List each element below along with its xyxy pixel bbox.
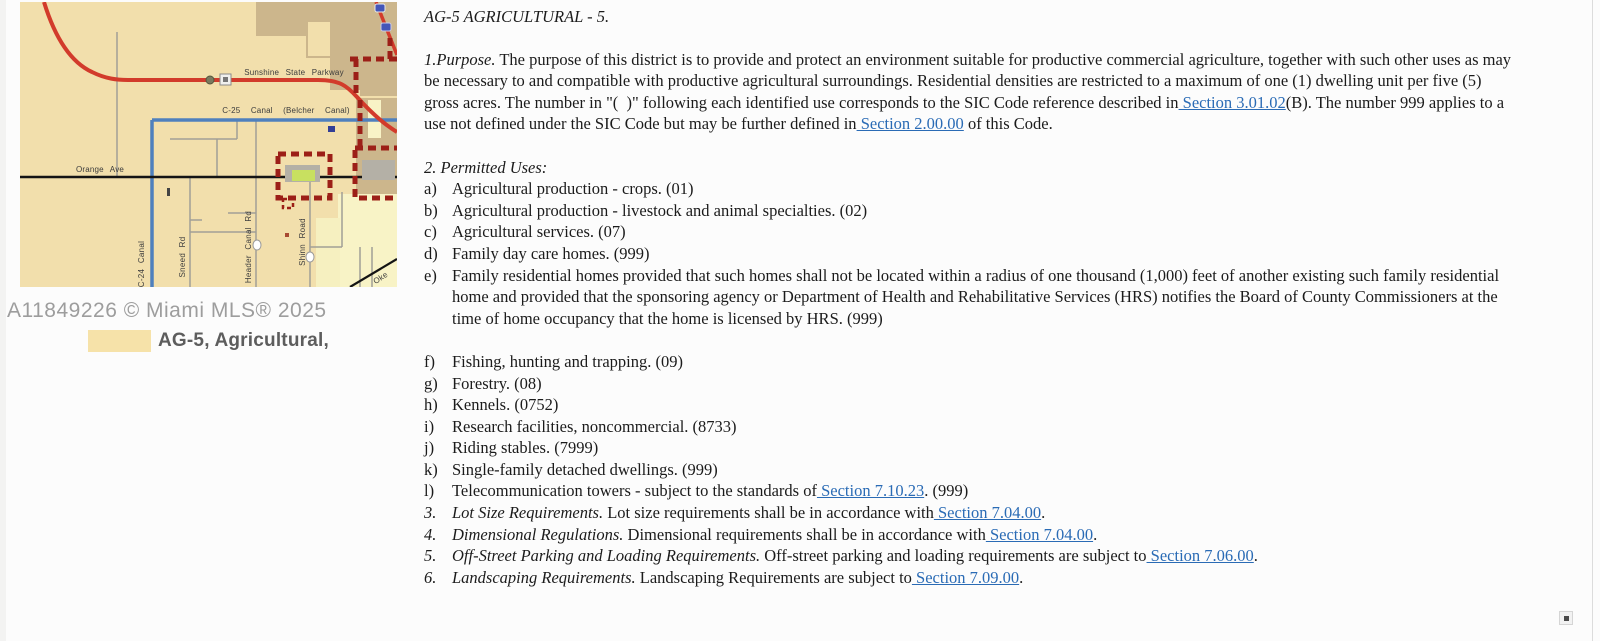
zoning-map: [20, 2, 397, 287]
text-segment: Agricultural production - livestock and animal specialties. (02): [452, 200, 868, 220]
list-item: [424, 545, 1514, 567]
section-link[interactable]: Section 7.09.00: [911, 567, 1020, 587]
text-segment: Agricultural production - crops. (01): [452, 179, 694, 199]
item-marker: e): [424, 265, 437, 285]
zoning-document: [424, 6, 1514, 588]
section-link[interactable]: Section 7.10.23: [816, 481, 925, 501]
text-segment: Telecommunication towers - subject to the standards of: [452, 481, 817, 501]
road-marker-icon: [306, 252, 314, 262]
map-label-c24: C-24 Canal: [137, 240, 146, 287]
section-link[interactable]: Section 3.01.02: [1178, 92, 1286, 112]
paragraph: [424, 157, 1514, 179]
text-segment: of this Code.: [963, 114, 1053, 134]
map-label-sunshine: Sunshine State Parkway: [244, 68, 344, 77]
item-marker: k): [424, 459, 438, 479]
list-item: [424, 394, 1514, 416]
list-item: [424, 480, 1514, 502]
interstate-shield-icon: [381, 23, 391, 31]
map-pale-zone: [338, 194, 397, 287]
list-item: [424, 459, 1514, 481]
text-segment: .: [1019, 567, 1024, 587]
list-item: [424, 243, 1514, 265]
text-segment: The purpose of this district is to provide and protect an environment suitable for productive commercial agriculture, together with such other uses as may be necessary to and compatible with productive agricultural surroundings. Residential densities are restricted to a maximum of one (1) dwelling unit per five (5) gross acres. The number in "( )" following each identified use corresponds to the SIC Code reference described in: [424, 49, 1512, 112]
text-segment: Off-street parking and loading requirements are subject to: [760, 546, 1147, 566]
map-label-c25: C-25 Canal (Belcher Canal): [222, 106, 350, 115]
text-segment: . (999): [924, 481, 969, 501]
map-label-header: Header Canal Rd: [244, 210, 253, 284]
section-link[interactable]: Section 7.06.00: [1146, 546, 1254, 566]
document-title: AG-5 AGRICULTURAL - 5.: [424, 7, 610, 26]
text-segment: Fishing, hunting and trapping. (09): [452, 351, 683, 371]
section-link[interactable]: Section 7.04.00: [985, 524, 1094, 544]
artifact-dot-icon: [1559, 611, 1573, 625]
item-marker: i): [424, 416, 435, 436]
page-right-border: [1592, 0, 1593, 641]
list-item: [424, 524, 1514, 546]
list-item: [424, 178, 1514, 200]
text-segment: (B). The number 999 applies to a use not defined under the SIC Code but may be further defined in: [424, 92, 1505, 134]
item-marker: j): [424, 438, 435, 458]
interstate-shield-icon: [375, 4, 385, 12]
item-marker: 6.: [424, 567, 437, 587]
section-link[interactable]: Section 7.04.00: [933, 503, 1042, 523]
item-marker: 5.: [424, 546, 437, 566]
toll-marker-icon: [206, 76, 214, 84]
item-marker: 3.: [424, 503, 437, 523]
list-item: [424, 502, 1514, 524]
text-segment: Riding stables. (7999): [452, 438, 599, 458]
list-item: [424, 373, 1514, 395]
text-segment: Family day care homes. (999): [452, 243, 650, 263]
text-segment: Single-family detached dwellings. (999): [452, 459, 718, 479]
map-blue-marker: [328, 126, 335, 132]
item-marker: a): [424, 179, 437, 199]
text-segment: Landscaping Requirements are subject to: [635, 567, 912, 587]
document-body: [424, 49, 1514, 589]
text-segment: Agricultural services. (07): [452, 222, 626, 242]
text-segment: .: [1041, 503, 1046, 523]
text-segment: Kennels. (0752): [452, 395, 559, 415]
mls-attribution: A11849226 © Miami MLS® 2025: [7, 299, 327, 322]
item-marker: l): [424, 481, 435, 501]
text-segment: Lot Size Requirements.: [452, 503, 604, 523]
text-segment: Dimensional requirements shall be in accordance with: [623, 524, 986, 544]
item-marker: 4.: [424, 524, 437, 544]
text-segment: Family residential homes provided that such homes shall not be located within a radius of one thousand (1,000) feet of another existing such family residential home and provided that the sponsoring agency or Department of Health and Rehabilitative Services (HRS) notifies the Board of County Commissioners at the time of home occupancy that the home is licensed by HRS. (999): [452, 265, 1500, 328]
item-marker: c): [424, 222, 437, 242]
list-item: [424, 265, 1514, 330]
item-marker: h): [424, 395, 438, 415]
left-margin-strip: [0, 0, 6, 641]
item-marker: f): [424, 351, 435, 371]
map-label-shinn: Shinn Road: [298, 218, 307, 266]
map-legend: [88, 330, 329, 352]
item-marker: d): [424, 243, 438, 263]
text-segment: Dimensional Regulations.: [452, 524, 624, 544]
map-label-okee: Oke: [371, 269, 390, 286]
text-segment: 2. Permitted Uses:: [424, 157, 548, 177]
item-marker: b): [424, 200, 438, 220]
list-item: [424, 221, 1514, 243]
section-link[interactable]: Section 2.00.00: [856, 114, 964, 134]
map-label-sneed: Sneed Rd: [178, 236, 187, 278]
map-label-orange: Orange Ave: [75, 165, 125, 174]
item-marker: g): [424, 373, 438, 393]
legend-color-swatch: [88, 330, 151, 352]
list-item: [424, 200, 1514, 222]
list-item: [424, 351, 1514, 373]
list-item: [424, 567, 1514, 589]
text-segment: .: [1093, 524, 1098, 544]
text-segment: Lot size requirements shall be in accordance with: [603, 503, 934, 523]
road-marker-icon: [253, 240, 261, 250]
paragraph: [424, 49, 1514, 135]
legend-label: AG-5, Agricultural,: [158, 330, 329, 351]
text-segment: .: [1253, 546, 1258, 566]
text-segment: 1.Purpose.: [424, 49, 496, 69]
text-segment: Research facilities, noncommercial. (8733): [452, 416, 737, 436]
text-segment: Off-Street Parking and Loading Requirements.: [452, 546, 761, 566]
text-segment: Forestry. (08): [452, 373, 542, 393]
list-item: [424, 416, 1514, 438]
list-item: [424, 437, 1514, 459]
text-segment: Landscaping Requirements.: [452, 567, 636, 587]
